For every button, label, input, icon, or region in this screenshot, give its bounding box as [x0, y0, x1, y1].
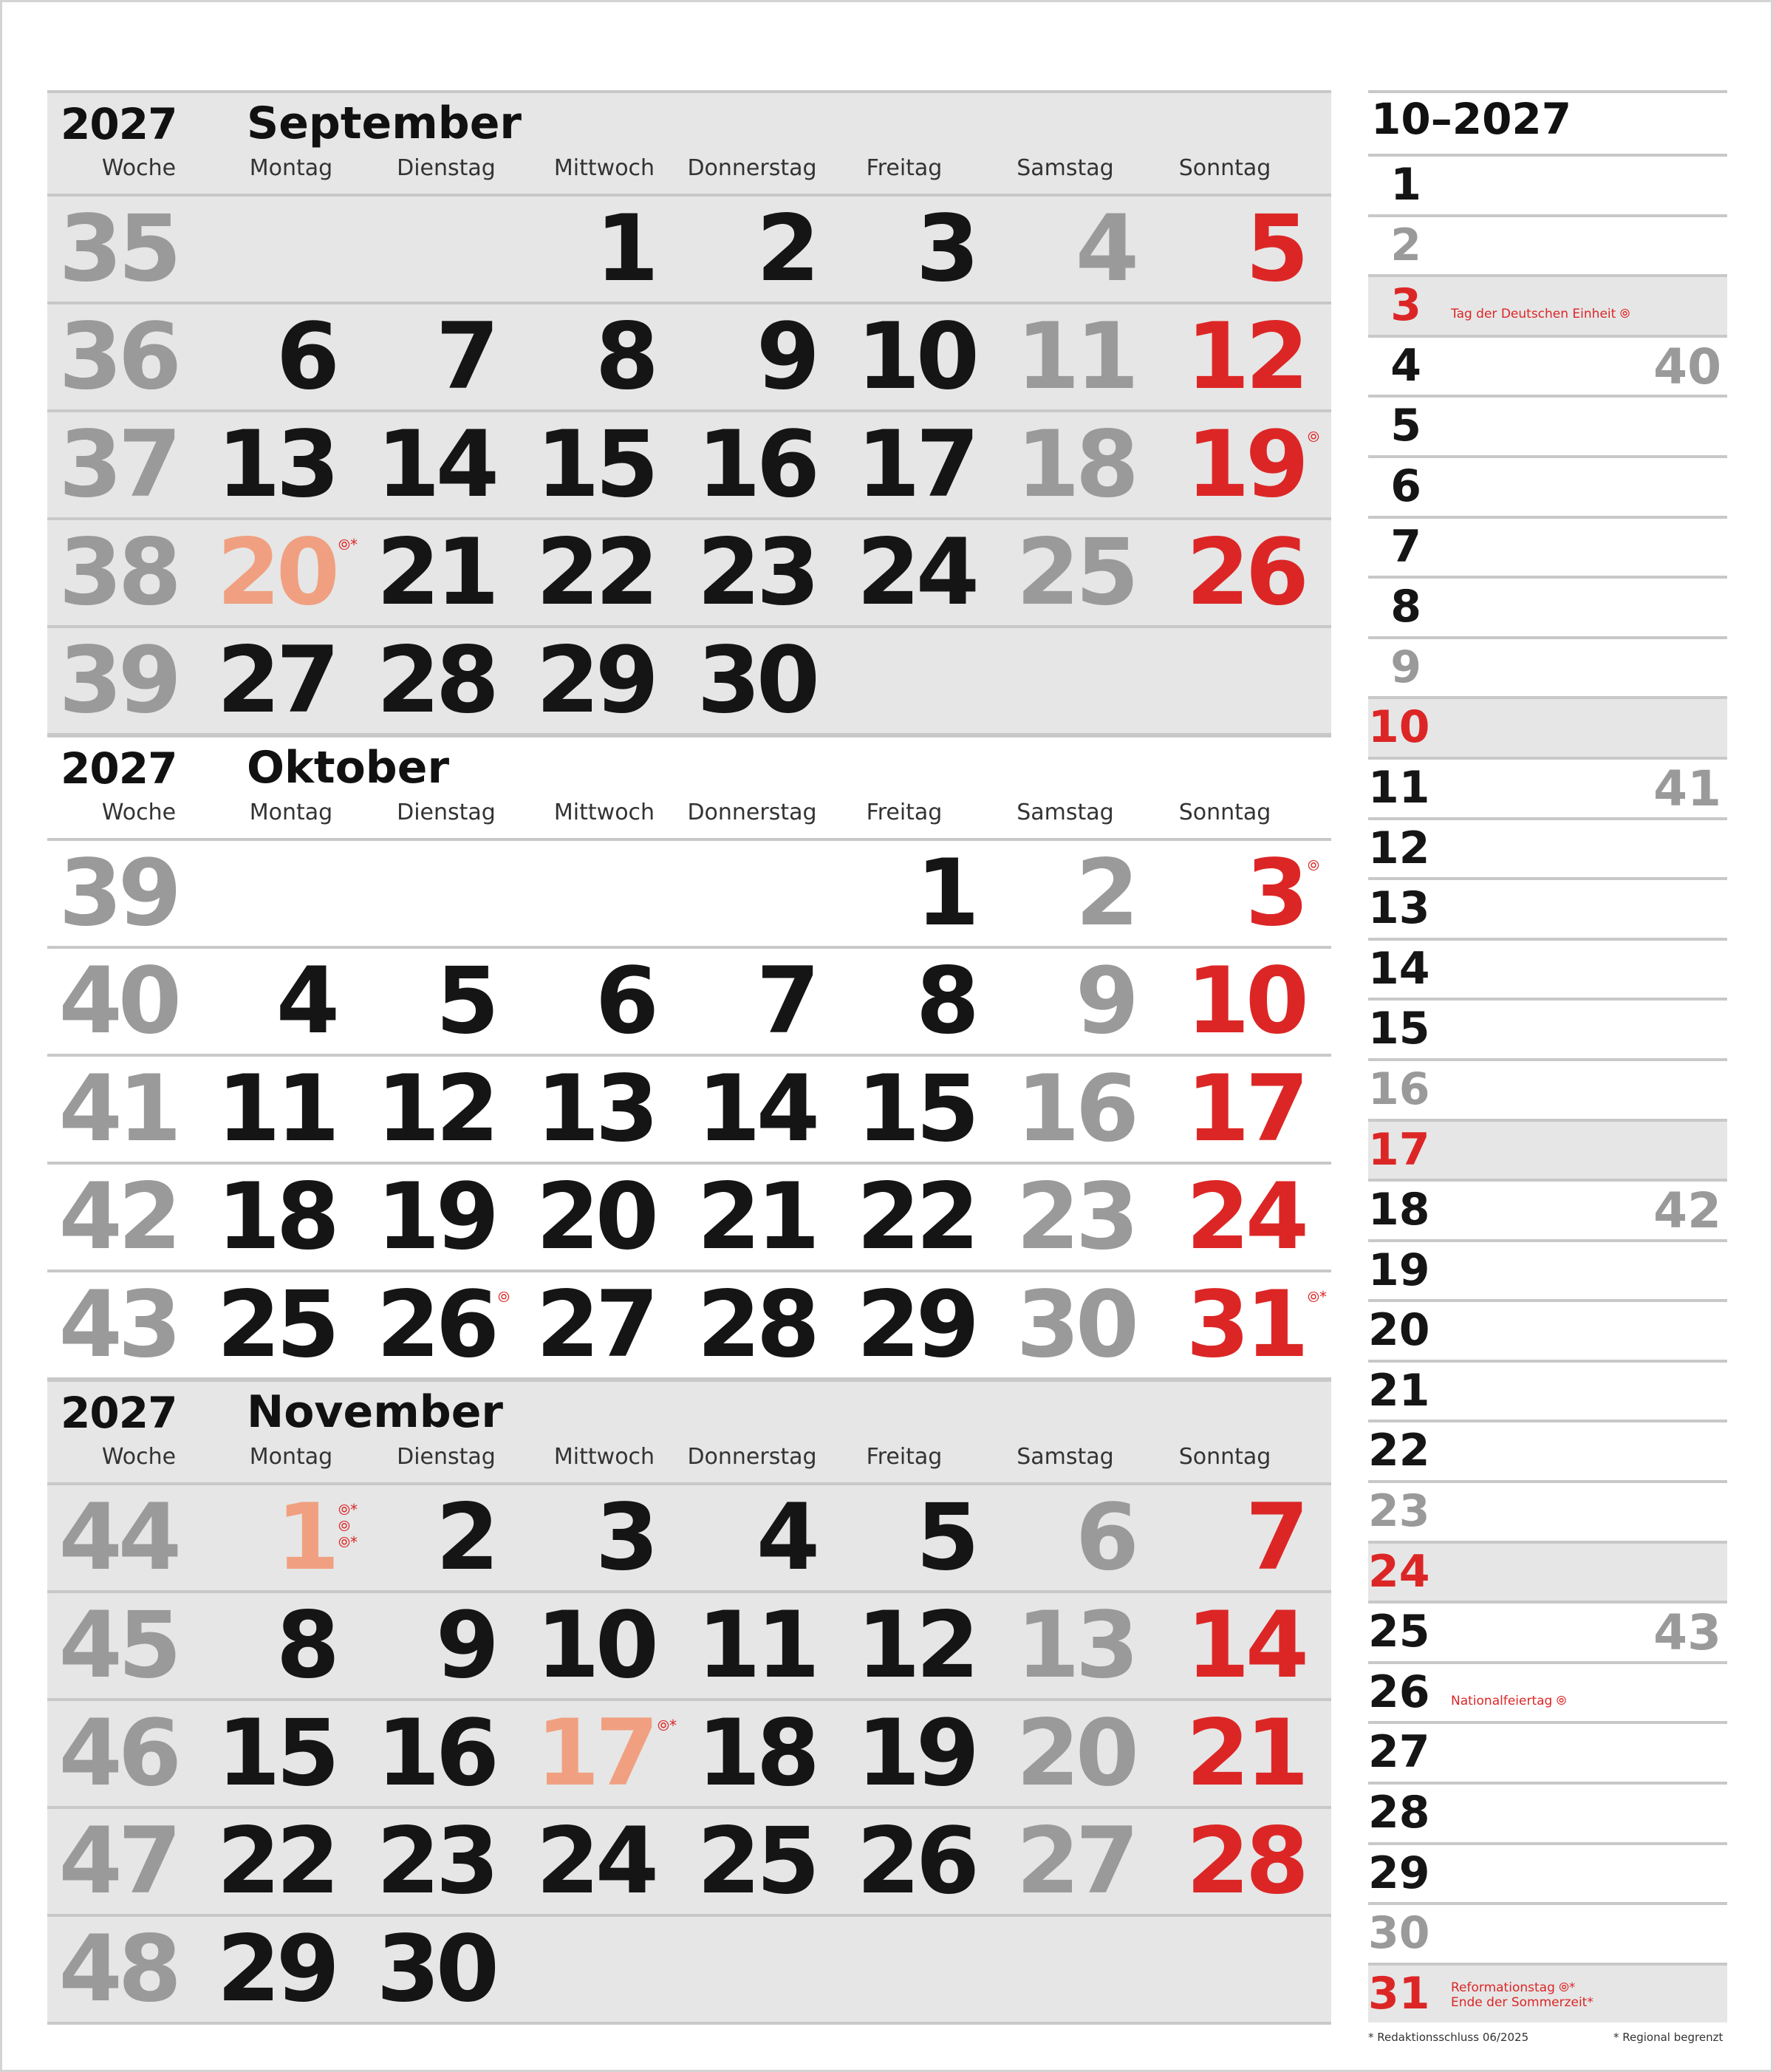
planner-day-row [1368, 1360, 1727, 1420]
planner-week-number: 43 [1653, 1604, 1721, 1662]
sunday-date: 28 [1186, 1808, 1305, 1915]
holiday-mark-icon: ⦾ [1308, 428, 1319, 446]
weekday-label: Samstag [1017, 1444, 1114, 1470]
planner-day-number: 18 [1368, 1184, 1430, 1236]
holiday-mark-icon: ⦾* ⦾ ⦾* [338, 1501, 358, 1551]
week-number: 47 [58, 1808, 177, 1915]
day-planner-column [1368, 90, 1727, 2022]
planner-week-number: 41 [1653, 760, 1721, 817]
month-oktober [47, 735, 1331, 1380]
planner-day-row [1368, 877, 1727, 938]
day-date: 18 [697, 1700, 816, 1807]
week-row [47, 412, 1331, 520]
planner-day-number: 17 [1368, 1123, 1430, 1176]
planner-day-row [1368, 696, 1727, 757]
planner-day-number: 7 [1390, 520, 1421, 573]
holiday-mark-icon: ⦾ [1308, 856, 1319, 874]
planner-day-number: 28 [1368, 1787, 1430, 1839]
planner-day-row [1368, 576, 1727, 636]
planner-day-row [1368, 1239, 1727, 1300]
week-number: 39 [58, 840, 177, 947]
planner-day-row [1368, 1601, 1727, 1661]
day-date: 15 [536, 412, 655, 518]
planner-day-number: 6 [1390, 460, 1421, 512]
saturday-date: 9 [1075, 948, 1135, 1054]
planner-day-number: 30 [1368, 1907, 1430, 1960]
planner-day-row [1368, 1661, 1727, 1722]
week-number: 44 [58, 1485, 177, 1591]
day-date: 8 [915, 948, 975, 1054]
planner-day-row [1368, 395, 1727, 455]
weekday-label: Donnerstag [687, 1444, 817, 1470]
holiday-mark-icon: ⦾* [657, 1717, 677, 1734]
day-date: 4 [276, 948, 335, 1054]
day-date: 1 [276, 1485, 335, 1591]
week-number: 42 [58, 1164, 177, 1270]
sunday-date: 19 [1186, 412, 1305, 518]
week-number: 40 [58, 948, 177, 1054]
week-row [47, 1057, 1331, 1165]
day-date: 20 [216, 519, 335, 626]
sunday-date: 5 [1245, 196, 1305, 302]
planner-day-row [1368, 1963, 1727, 2023]
planner-title: 10–2027 [1368, 90, 1727, 154]
weekday-label: Samstag [1017, 800, 1114, 825]
day-date: 28 [376, 627, 495, 734]
planner-day-row [1368, 455, 1727, 516]
weekday-label: Mittwoch [553, 800, 655, 825]
weekday-label: Donnerstag [687, 800, 817, 825]
weekday-label: Sonntag [1178, 1444, 1271, 1470]
week-row [47, 1701, 1331, 1809]
week-row [47, 1485, 1331, 1593]
holiday-mark-icon: ⦾* [1308, 1288, 1327, 1306]
sunday-date: 10 [1186, 948, 1305, 1054]
planner-day-row [1368, 817, 1727, 878]
planner-day-number: 24 [1368, 1545, 1430, 1598]
day-date: 20 [536, 1164, 655, 1270]
day-date: 19 [856, 1700, 975, 1807]
week-number: 36 [58, 304, 177, 410]
week-number: 35 [58, 196, 177, 302]
planner-day-row [1368, 938, 1727, 998]
planner-day-row [1368, 1721, 1727, 1782]
day-date: 26 [376, 1272, 495, 1378]
planner-day-row [1368, 1058, 1727, 1119]
day-date: 3 [595, 1485, 655, 1591]
day-date: 19 [376, 1164, 495, 1270]
saturday-date: 30 [1016, 1272, 1135, 1378]
weekday-label: Montag [249, 1444, 333, 1470]
day-date: 1 [595, 196, 655, 302]
weekday-label: Freitag [866, 155, 943, 181]
day-date: 9 [435, 1592, 495, 1699]
saturday-date: 2 [1075, 840, 1135, 947]
day-date: 7 [435, 304, 495, 410]
day-date: 21 [376, 519, 495, 626]
week-row [47, 1809, 1331, 1917]
day-date: 28 [697, 1272, 816, 1378]
planner-day-row [1368, 1480, 1727, 1541]
month-name: September [247, 98, 522, 149]
planner-day-row [1368, 757, 1727, 817]
day-date: 25 [216, 1272, 335, 1378]
planner-day-number: 5 [1390, 400, 1421, 452]
week-number: 45 [58, 1592, 177, 1699]
planner-day-row [1368, 1782, 1727, 1842]
planner-day-row [1368, 516, 1727, 576]
planner-day-row [1368, 335, 1727, 395]
planner-week-number: 42 [1653, 1182, 1721, 1240]
day-date: 29 [216, 1916, 335, 2022]
sunday-date: 3 [1245, 840, 1305, 947]
planner-day-row [1368, 1299, 1727, 1360]
planner-day-number: 19 [1368, 1244, 1430, 1296]
day-date: 13 [216, 412, 335, 518]
week-row [47, 1917, 1331, 2025]
planner-day-row [1368, 998, 1727, 1058]
planner-day-number: 12 [1368, 822, 1430, 874]
weekday-label: Montag [249, 155, 333, 181]
planner-day-number: 22 [1368, 1425, 1430, 1477]
day-date: 13 [536, 1056, 655, 1162]
week-column-label: Woche [101, 800, 177, 825]
saturday-date: 11 [1016, 304, 1135, 410]
planner-day-number: 3 [1390, 279, 1421, 332]
week-number: 46 [58, 1700, 177, 1807]
day-date: 30 [697, 627, 816, 734]
sunday-date: 31 [1186, 1272, 1305, 1378]
day-date: 17 [536, 1700, 655, 1807]
planner-day-number: 23 [1368, 1485, 1430, 1538]
planner-week-number: 40 [1653, 338, 1721, 395]
day-date: 25 [697, 1808, 816, 1915]
planner-holiday-note: Nationalfeiertag ⦾ [1451, 1693, 1567, 1708]
week-row [47, 1165, 1331, 1272]
weekday-label: Mittwoch [553, 1444, 655, 1470]
week-number: 48 [58, 1916, 177, 2022]
day-date: 16 [376, 1700, 495, 1807]
planner-day-row [1368, 214, 1727, 275]
sunday-date: 7 [1245, 1485, 1305, 1591]
day-date: 15 [856, 1056, 975, 1162]
day-date: 22 [856, 1164, 975, 1270]
week-column-label: Woche [101, 1444, 177, 1470]
planner-day-row [1368, 154, 1727, 214]
day-date: 29 [856, 1272, 975, 1378]
day-date: 3 [915, 196, 975, 302]
day-date: 17 [856, 412, 975, 518]
week-row [47, 304, 1331, 412]
day-date: 27 [536, 1272, 655, 1378]
month-year: 2027 [61, 1388, 177, 1438]
month-header [47, 735, 1331, 841]
saturday-date: 6 [1075, 1485, 1135, 1591]
week-row [47, 841, 1331, 949]
day-date: 27 [216, 627, 335, 734]
holiday-mark-icon: ⦾ [498, 1288, 510, 1306]
saturday-date: 18 [1016, 412, 1135, 518]
weekday-label: Freitag [866, 800, 943, 825]
planner-day-row [1368, 1119, 1727, 1179]
planner-day-number: 16 [1368, 1063, 1430, 1115]
planner-day-number: 26 [1368, 1666, 1430, 1718]
month-header [47, 90, 1331, 197]
day-date: 2 [756, 196, 816, 302]
sunday-date: 14 [1186, 1592, 1305, 1699]
planner-holiday-note: Reformationstag ⦾* Ende der Sommerzeit* [1451, 1980, 1593, 2010]
day-date: 5 [435, 948, 495, 1054]
sunday-date: 26 [1186, 519, 1305, 626]
day-date: 8 [595, 304, 655, 410]
day-date: 22 [536, 519, 655, 626]
planner-day-row [1368, 1420, 1727, 1480]
planner-day-number: 1 [1390, 159, 1421, 211]
planner-day-number: 13 [1368, 882, 1430, 935]
week-row [47, 197, 1331, 304]
weekday-label: Dienstag [397, 155, 496, 181]
sunday-date: 24 [1186, 1164, 1305, 1270]
sunday-date: 17 [1186, 1056, 1305, 1162]
weekday-label: Samstag [1017, 155, 1114, 181]
month-september [47, 90, 1331, 736]
day-date: 14 [376, 412, 495, 518]
month-november [47, 1379, 1331, 2025]
day-date: 6 [595, 948, 655, 1054]
day-date: 18 [216, 1164, 335, 1270]
saturday-date: 4 [1075, 196, 1135, 302]
day-date: 14 [697, 1056, 816, 1162]
planner-day-number: 4 [1390, 339, 1421, 392]
saturday-date: 20 [1016, 1700, 1135, 1807]
week-row [47, 520, 1331, 628]
saturday-date: 16 [1016, 1056, 1135, 1162]
day-date: 24 [536, 1808, 655, 1915]
day-date: 30 [376, 1916, 495, 2022]
day-date: 22 [216, 1808, 335, 1915]
day-date: 10 [536, 1592, 655, 1699]
planner-day-number: 31 [1368, 1967, 1430, 2020]
day-date: 9 [756, 304, 816, 410]
footnote-left: * Redaktionsschluss 06/2025 [1368, 2031, 1529, 2044]
planner-day-row [1368, 1541, 1727, 1601]
planner-day-row [1368, 274, 1727, 335]
saturday-date: 13 [1016, 1592, 1135, 1699]
holiday-mark-icon: ⦾* [338, 536, 358, 553]
sunday-date: 21 [1186, 1700, 1305, 1807]
planner-day-number: 10 [1368, 701, 1430, 754]
planner-day-number: 29 [1368, 1847, 1430, 1899]
weekday-label: Sonntag [1178, 800, 1271, 825]
planner-day-number: 20 [1368, 1304, 1430, 1357]
day-date: 12 [376, 1056, 495, 1162]
planner-day-row [1368, 1842, 1727, 1903]
planner-day-number: 25 [1368, 1606, 1430, 1658]
month-name: Oktober [247, 742, 450, 794]
planner-day-row [1368, 1179, 1727, 1239]
weekday-label: Dienstag [397, 800, 496, 825]
planner-day-row [1368, 1902, 1727, 1963]
week-number: 37 [58, 412, 177, 518]
week-row [47, 949, 1331, 1057]
sunday-date: 12 [1186, 304, 1305, 410]
saturday-date: 27 [1016, 1808, 1135, 1915]
day-date: 1 [915, 840, 975, 947]
planner-day-row [1368, 636, 1727, 697]
planner-day-number: 21 [1368, 1364, 1430, 1417]
day-date: 23 [697, 519, 816, 626]
weekday-label: Dienstag [397, 1444, 496, 1470]
planner-day-number: 14 [1368, 942, 1430, 995]
day-date: 5 [915, 1485, 975, 1591]
weekday-label: Montag [249, 800, 333, 825]
week-number: 41 [58, 1056, 177, 1162]
month-year: 2027 [61, 99, 177, 149]
day-date: 8 [276, 1592, 335, 1699]
day-date: 29 [536, 627, 655, 734]
weekday-label: Sonntag [1178, 155, 1271, 181]
week-number: 38 [58, 519, 177, 626]
day-date: 4 [756, 1485, 816, 1591]
day-date: 12 [856, 1592, 975, 1699]
planner-day-number: 27 [1368, 1726, 1430, 1779]
day-date: 23 [376, 1808, 495, 1915]
planner-day-number: 11 [1368, 761, 1430, 814]
day-date: 6 [276, 304, 335, 410]
weekday-label: Mittwoch [553, 155, 655, 181]
day-date: 15 [216, 1700, 335, 1807]
week-column-label: Woche [101, 155, 177, 181]
weekday-label: Freitag [866, 1444, 943, 1470]
weekday-label: Donnerstag [687, 155, 817, 181]
planner-day-number: 9 [1390, 641, 1421, 693]
week-number: 39 [58, 627, 177, 734]
week-row [47, 1272, 1331, 1380]
planner-day-number: 2 [1390, 219, 1421, 271]
day-date: 26 [856, 1808, 975, 1915]
day-date: 24 [856, 519, 975, 626]
saturday-date: 23 [1016, 1164, 1135, 1270]
planner-day-number: 8 [1390, 581, 1421, 633]
month-header [47, 1379, 1331, 1485]
month-year: 2027 [61, 743, 177, 794]
day-date: 10 [856, 304, 975, 410]
saturday-date: 25 [1016, 519, 1135, 626]
day-date: 11 [216, 1056, 335, 1162]
day-date: 7 [756, 948, 816, 1054]
day-date: 2 [435, 1485, 495, 1591]
day-date: 21 [697, 1164, 816, 1270]
planner-holiday-note: Tag der Deutschen Einheit ⦾ [1451, 307, 1630, 322]
week-row [47, 628, 1331, 736]
week-row [47, 1593, 1331, 1701]
day-date: 16 [697, 412, 816, 518]
week-number: 43 [58, 1272, 177, 1378]
planner-day-number: 15 [1368, 1003, 1430, 1055]
month-name: November [247, 1386, 503, 1438]
day-date: 11 [697, 1592, 816, 1699]
footnote-right: * Regional begrenzt [1613, 2031, 1724, 2044]
